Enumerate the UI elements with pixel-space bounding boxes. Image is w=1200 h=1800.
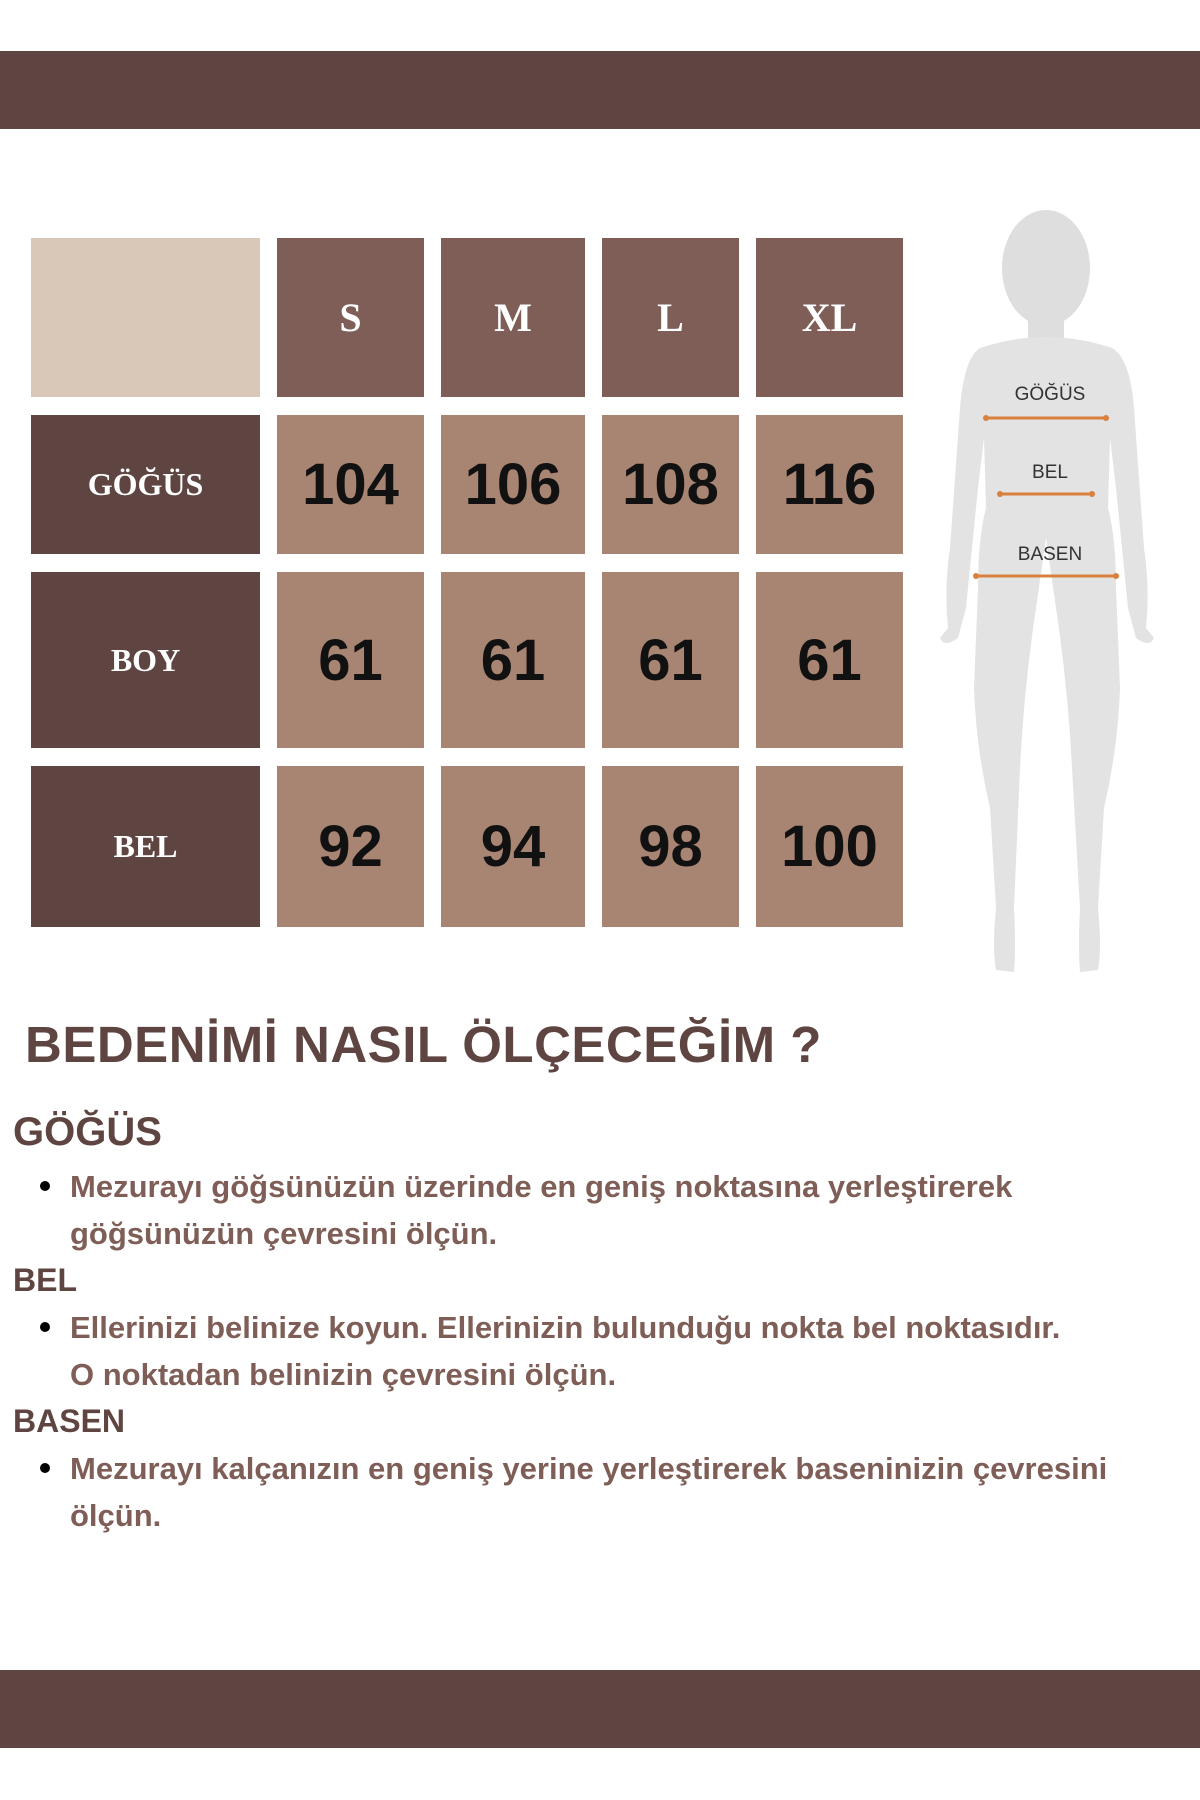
table-cell: 61 xyxy=(756,572,903,748)
table-cell: 108 xyxy=(602,415,739,554)
section-heading-basen: BASEN xyxy=(13,1403,126,1439)
bullet-dot-icon xyxy=(40,1181,50,1191)
table-cell: 100 xyxy=(756,766,903,927)
row-label-bel: BEL xyxy=(31,766,260,927)
size-header-m: M xyxy=(441,238,585,397)
list-item: Mezurayı göğsünüzün üzerinde en geniş noktasına yerleştirerek göğsünüzün çevresini ölçün. xyxy=(40,1163,1190,1257)
size-header-s: S xyxy=(277,238,424,397)
table-cell: 116 xyxy=(756,415,903,554)
female-silhouette-icon xyxy=(940,208,1160,998)
table-cell: 106 xyxy=(441,415,585,554)
bottom-decorative-band xyxy=(0,1670,1200,1748)
figure-label-basen: BASEN xyxy=(1017,544,1083,565)
bullet-dot-icon xyxy=(40,1463,50,1473)
table-cell: 98 xyxy=(602,766,739,927)
section-heading-bel: BEL xyxy=(13,1262,77,1298)
row-label-gogus: GÖĞÜS xyxy=(31,415,260,554)
howto-title: BEDENİMİ NASIL ÖLÇECEĞİM ? xyxy=(25,1016,822,1073)
top-decorative-band xyxy=(0,51,1200,129)
body-measurement-figure xyxy=(940,208,1160,998)
figure-label-gogus: GÖĞÜS xyxy=(1014,384,1086,405)
list-item: Mezurayı kalçanızın en geniş yerine yerleştirerek baseninizin çevresini ölçün. xyxy=(40,1445,1190,1539)
table-cell: 61 xyxy=(602,572,739,748)
table-corner-cell xyxy=(31,238,260,397)
size-header-xl: XL xyxy=(756,238,903,397)
section-heading-gogus: GÖĞÜS xyxy=(13,1110,162,1154)
table-cell: 94 xyxy=(441,766,585,927)
table-cell: 61 xyxy=(277,572,424,748)
list-item: Ellerinizi belinize koyun. Ellerinizin bulunduğu nokta bel noktasıdır. O noktadan belinizin çevresini ölçün. xyxy=(40,1304,1190,1398)
table-cell: 61 xyxy=(441,572,585,748)
size-header-l: L xyxy=(602,238,739,397)
bullet-dot-icon xyxy=(40,1322,50,1332)
table-cell: 92 xyxy=(277,766,424,927)
row-label-boy: BOY xyxy=(31,572,260,748)
table-cell: 104 xyxy=(277,415,424,554)
figure-label-bel: BEL xyxy=(1032,462,1068,483)
